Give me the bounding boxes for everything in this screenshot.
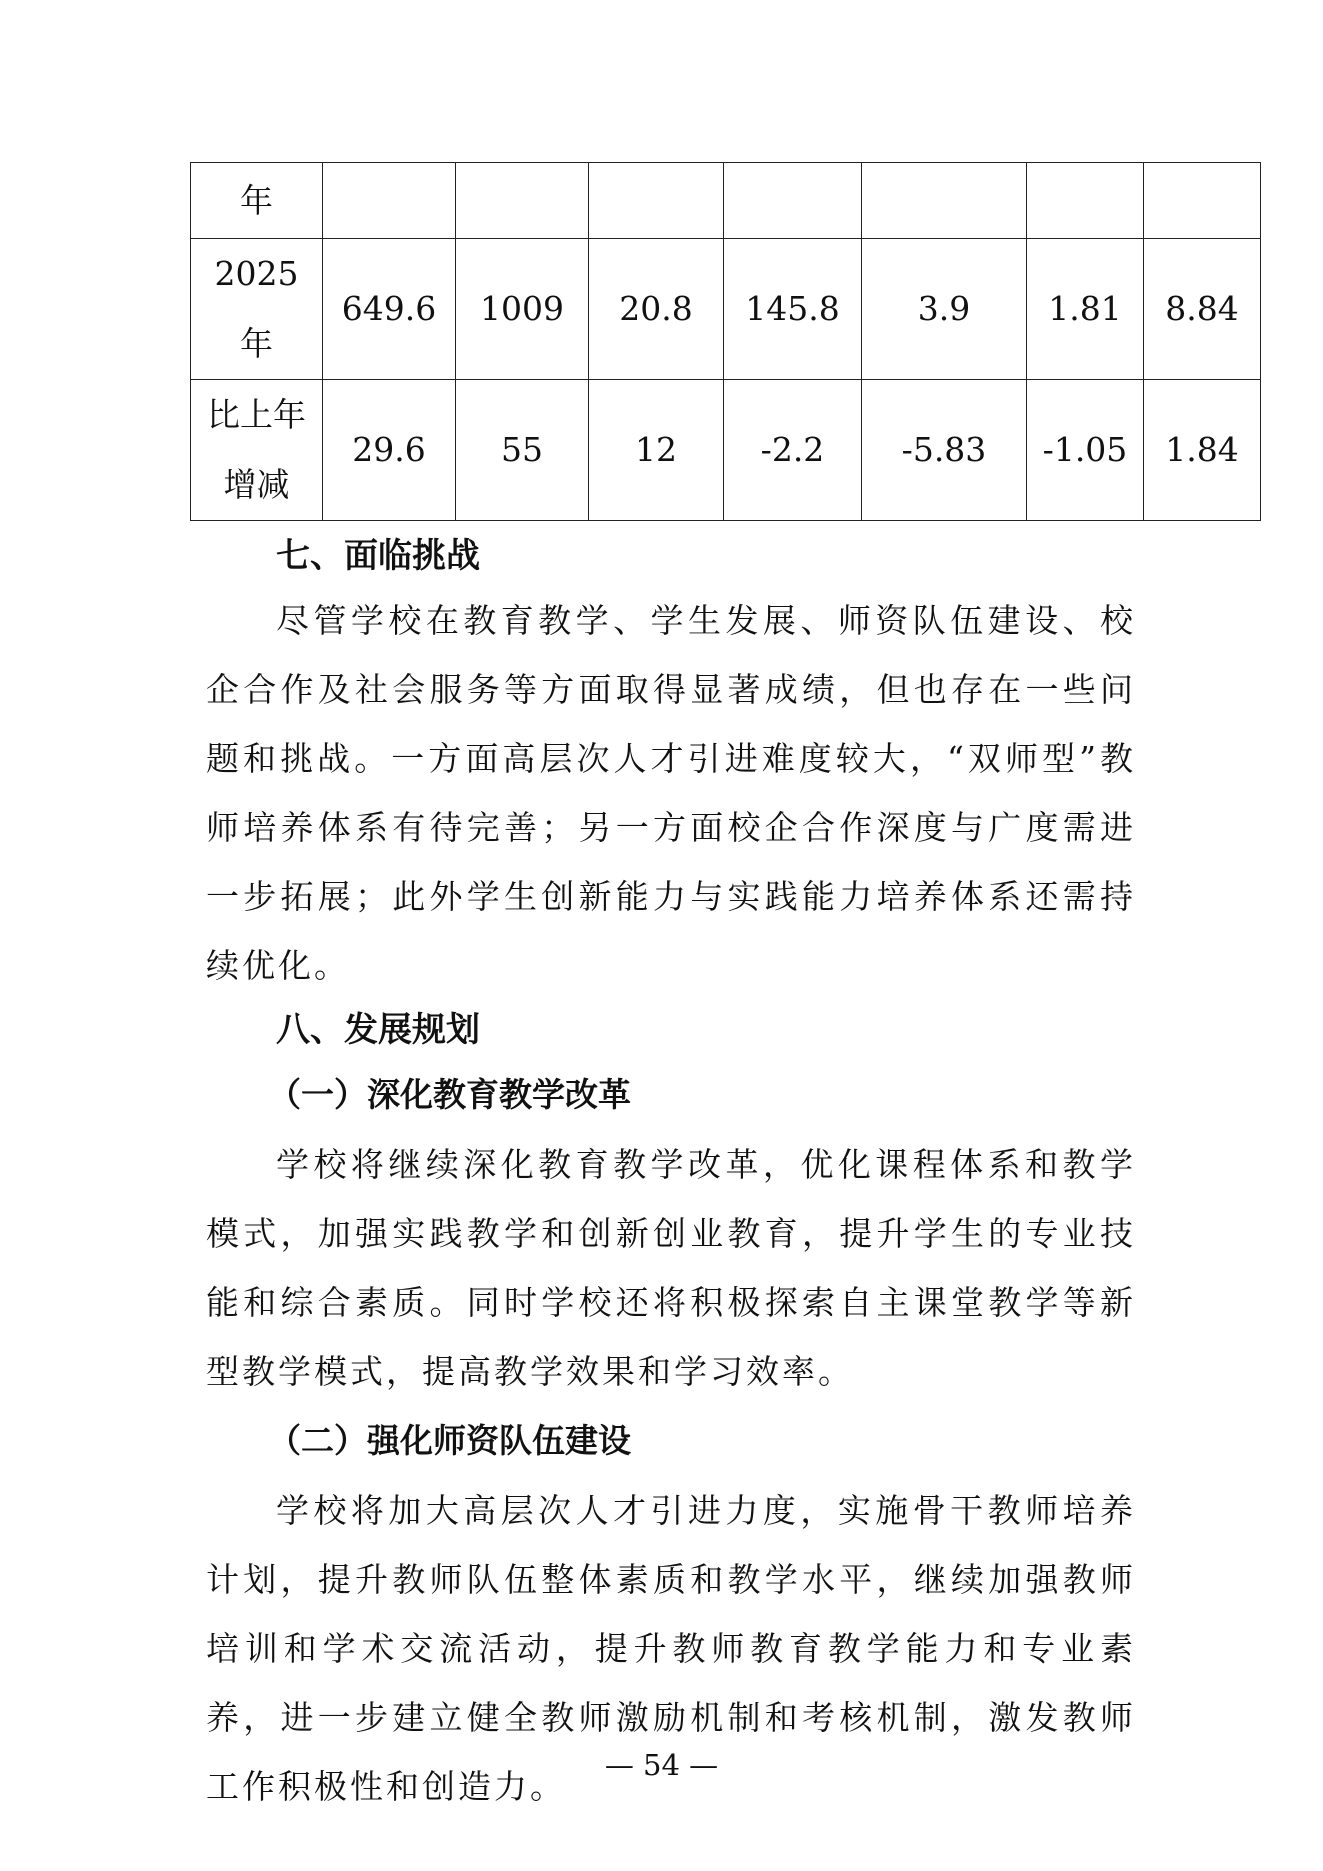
table-cell: 12 [589,380,724,521]
table-cell: 年 [191,163,323,239]
subsection-heading: （一）深化教育教学改革 [268,1075,631,1114]
table-row [191,380,1261,521]
table-row [191,239,1261,380]
document-body [206,526,1136,1821]
table-cell: 比上年 增减 [191,380,323,521]
table-cell: 2025 年 [191,239,323,380]
section-paragraph: 学校将加大高层次人才引进力度，实施骨干教师培养计划，提升教师队伍整体素质和教学水平，继续加强教师培训和学术交流活动，提升教师教育教学能力和专业素养，进一步建立健全教师激励机制和考核机制，激发教师工作积极性和创造力。 [206,1491,1136,1806]
table-cell: 649.6 [323,239,456,380]
table-cell: 1009 [456,239,589,380]
table-cell: 8.84 [1144,239,1261,380]
section-heading: 七、面临挑战 [276,536,480,576]
statistics-table [190,162,1261,521]
table-cell [456,163,589,239]
table-cell [862,163,1027,239]
table-cell [323,163,456,239]
subsection-heading: （二）强化师资队伍建设 [268,1421,631,1460]
table-cell: 1.81 [1027,239,1144,380]
table-cell: 55 [456,380,589,521]
table-row [191,163,1261,239]
table-cell: -1.05 [1027,380,1144,521]
section-paragraph: 尽管学校在教育教学、学生发展、师资队伍建设、校企合作及社会服务等方面取得显著成绩，但也存在一些问题和挑战。一方面高层次人才引进难度较大，“双师型”教师培养体系有待完善；另一方面校企合作深度与广度需进一步拓展；此外学生创新能力与实践能力培养体系还需持续优化。 [206,601,1136,985]
table-cell: 1.84 [1144,380,1261,521]
table-cell [724,163,862,239]
table-cell: 3.9 [862,239,1027,380]
page-number: — 54 — [604,1748,719,1782]
section-paragraph: 学校将继续深化教育教学改革，优化课程体系和教学模式，加强实践教学和创新创业教育，提升学生的专业技能和综合素质。同时学校还将积极探索自主课堂教学等新型教学模式，提高教学效果和学习效率。 [206,1145,1136,1391]
table-cell [1144,163,1261,239]
table-cell: 20.8 [589,239,724,380]
table-cell: -2.2 [724,380,862,521]
table-cell: -5.83 [862,380,1027,521]
table-cell [1027,163,1144,239]
table-cell: 29.6 [323,380,456,521]
table-cell [589,163,724,239]
table-cell: 145.8 [724,239,862,380]
section-heading: 八、发展规划 [276,1010,480,1050]
